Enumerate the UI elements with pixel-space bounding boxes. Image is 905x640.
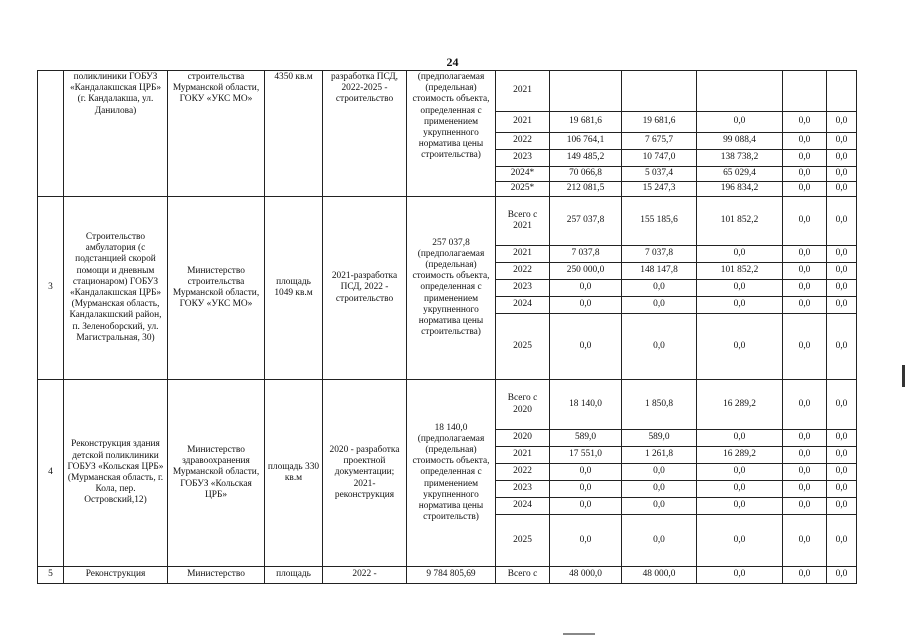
- object-name: Реконструкция: [64, 567, 168, 584]
- value-cell: 0,0: [827, 133, 857, 150]
- value-cell: 0,0: [622, 481, 697, 498]
- value-cell: [697, 71, 783, 112]
- value-cell: 0,0: [622, 464, 697, 481]
- value-cell: [622, 71, 697, 112]
- row-number: 3: [38, 197, 64, 380]
- value-cell: 65 029,4: [697, 167, 783, 182]
- capacity: 4350 кв.м: [265, 71, 323, 197]
- investment-table: [37, 70, 857, 584]
- row-number: 5: [38, 567, 64, 584]
- customer: Министерство здравоохранения Мурманской области, ГОБУЗ «Кольская ЦРБ»: [168, 380, 265, 567]
- table-row: [38, 71, 857, 112]
- value-cell: 7 675,7: [622, 133, 697, 150]
- value-cell: 0,0: [783, 498, 827, 515]
- total-cell: 0,0: [550, 498, 622, 515]
- year-cell: 2022: [496, 464, 550, 481]
- value-cell: 0,0: [827, 430, 857, 447]
- total-cell: 0,0: [550, 481, 622, 498]
- value-cell: 589,0: [622, 430, 697, 447]
- value-cell: 0,0: [783, 515, 827, 567]
- year-cell: Всего с 2021: [496, 197, 550, 246]
- value-cell: 0,0: [697, 280, 783, 297]
- year-cell: Всего с: [496, 567, 550, 584]
- value-cell: 0,0: [827, 197, 857, 246]
- year-cell: 2020: [496, 430, 550, 447]
- total-cell: 0,0: [550, 314, 622, 380]
- value-cell: 16 289,2: [697, 380, 783, 430]
- year-cell: 2021: [496, 447, 550, 464]
- value-cell: 0,0: [827, 167, 857, 182]
- value-cell: 0,0: [827, 297, 857, 314]
- year-cell: 2021: [496, 71, 550, 112]
- year-cell: Всего с 2020: [496, 380, 550, 430]
- value-cell: 138 738,2: [697, 150, 783, 167]
- value-cell: 155 185,6: [622, 197, 697, 246]
- value-cell: 0,0: [783, 263, 827, 280]
- object-name: Строительство амбулатория (с подстанцией скорой помощи и дневным стационаром) ГОБУЗ «Кандалакшская ЦРБ» (Мурманская область, Кандалакшский район, п. Зеленоборский, ул. Магистральная, 30): [64, 197, 168, 380]
- value-cell: 99 088,4: [697, 133, 783, 150]
- estimated-cost: (предполагаемая (предельная) стоимость объекта, определенная с применением укрупненного норматива цены строительства): [407, 71, 496, 197]
- value-cell: 0,0: [827, 314, 857, 380]
- year-cell: 2024: [496, 498, 550, 515]
- value-cell: 0,0: [827, 280, 857, 297]
- year-cell: 2023: [496, 150, 550, 167]
- customer: Министерство строительства Мурманской области, ГОКУ «УКС МО»: [168, 197, 265, 380]
- value-cell: 0,0: [827, 447, 857, 464]
- total-cell: 257 037,8: [550, 197, 622, 246]
- value-cell: 19 681,6: [622, 112, 697, 133]
- table-row: [38, 380, 857, 430]
- estimated-cost: 257 037,8 (предполагаемая (предельная) стоимость объекта, определенная с применением укрупненного норматива цены строительства): [407, 197, 496, 380]
- value-cell: 0,0: [697, 430, 783, 447]
- total-cell: 250 000,0: [550, 263, 622, 280]
- year-cell: 2022: [496, 263, 550, 280]
- value-cell: 0,0: [827, 150, 857, 167]
- value-cell: 0,0: [783, 481, 827, 498]
- capacity: площадь 330 кв.м: [265, 380, 323, 567]
- total-cell: 589,0: [550, 430, 622, 447]
- object-name: поликлиники ГОБУЗ «Кандалакшская ЦРБ» (г. Кандалакша, ул. Данилова): [64, 71, 168, 197]
- value-cell: 0,0: [783, 447, 827, 464]
- value-cell: 0,0: [783, 430, 827, 447]
- value-cell: 0,0: [783, 567, 827, 584]
- total-cell: 48 000,0: [550, 567, 622, 584]
- value-cell: 0,0: [622, 314, 697, 380]
- value-cell: 7 037,8: [622, 246, 697, 263]
- total-cell: [550, 71, 622, 112]
- table-row: [38, 197, 857, 246]
- value-cell: 16 289,2: [697, 447, 783, 464]
- total-cell: 70 066,8: [550, 167, 622, 182]
- total-cell: 0,0: [550, 297, 622, 314]
- value-cell: 0,0: [783, 197, 827, 246]
- stages: 2022 -: [323, 567, 407, 584]
- total-cell: 0,0: [550, 464, 622, 481]
- value-cell: 196 834,2: [697, 182, 783, 197]
- value-cell: 0,0: [827, 246, 857, 263]
- value-cell: 0,0: [783, 280, 827, 297]
- value-cell: 0,0: [783, 167, 827, 182]
- value-cell: 0,0: [622, 297, 697, 314]
- value-cell: 0,0: [697, 567, 783, 584]
- value-cell: 0,0: [622, 280, 697, 297]
- value-cell: 0,0: [827, 481, 857, 498]
- value-cell: 0,0: [622, 515, 697, 567]
- total-cell: 18 140,0: [550, 380, 622, 430]
- value-cell: 0,0: [783, 314, 827, 380]
- page-number: 24: [446, 55, 459, 69]
- value-cell: 101 852,2: [697, 197, 783, 246]
- year-cell: 2025: [496, 515, 550, 567]
- value-cell: 0,0: [827, 112, 857, 133]
- total-cell: 212 081,5: [550, 182, 622, 197]
- customer: Министерство: [168, 567, 265, 584]
- value-cell: [827, 71, 857, 112]
- value-cell: 1 261,8: [622, 447, 697, 464]
- value-cell: 0,0: [622, 498, 697, 515]
- value-cell: 0,0: [783, 133, 827, 150]
- value-cell: 0,0: [783, 297, 827, 314]
- object-name: Реконструкция здания детской поликлиники ГОБУЗ «Кольская ЦРБ» (Мурманская область, г. Кола, пер. Островский,12): [64, 380, 168, 567]
- value-cell: 0,0: [783, 182, 827, 197]
- table-row: [38, 567, 857, 584]
- value-cell: 0,0: [827, 515, 857, 567]
- estimated-cost: 18 140,0 (предполагаемая (предельная) стоимость объекта, определенная с применением укрупненного норматива цены строительств): [407, 380, 496, 567]
- value-cell: 0,0: [783, 112, 827, 133]
- total-cell: 106 764,1: [550, 133, 622, 150]
- value-cell: 148 147,8: [622, 263, 697, 280]
- stages: 2020 - разработка проектной документации; 2021- реконструкция: [323, 380, 407, 567]
- total-cell: 0,0: [550, 515, 622, 567]
- year-cell: 2024: [496, 297, 550, 314]
- value-cell: 1 850,8: [622, 380, 697, 430]
- year-cell: 2025: [496, 314, 550, 380]
- value-cell: 0,0: [697, 481, 783, 498]
- value-cell: 0,0: [783, 464, 827, 481]
- year-cell: 2023: [496, 481, 550, 498]
- value-cell: 0,0: [827, 263, 857, 280]
- value-cell: 0,0: [827, 182, 857, 197]
- value-cell: 0,0: [783, 246, 827, 263]
- value-cell: 0,0: [697, 498, 783, 515]
- value-cell: 5 037,4: [622, 167, 697, 182]
- total-cell: 149 485,2: [550, 150, 622, 167]
- year-cell: 2021: [496, 246, 550, 263]
- capacity: площадь 1049 кв.м: [265, 197, 323, 380]
- value-cell: 0,0: [827, 567, 857, 584]
- year-cell: 2024*: [496, 167, 550, 182]
- year-cell: 2025*: [496, 182, 550, 197]
- stages: разработка ПСД, 2022-2025 - строительство: [323, 71, 407, 197]
- total-cell: 7 037,8: [550, 246, 622, 263]
- value-cell: 0,0: [827, 464, 857, 481]
- value-cell: 10 747,0: [622, 150, 697, 167]
- value-cell: 0,0: [697, 464, 783, 481]
- total-cell: 0,0: [550, 280, 622, 297]
- value-cell: 0,0: [783, 150, 827, 167]
- estimated-cost: 9 784 805,69: [407, 567, 496, 584]
- value-cell: 15 247,3: [622, 182, 697, 197]
- year-cell: 2021: [496, 112, 550, 133]
- value-cell: 0,0: [697, 314, 783, 380]
- customer: строительства Мурманской области, ГОКУ «УКС МО»: [168, 71, 265, 197]
- value-cell: 0,0: [827, 498, 857, 515]
- year-cell: 2022: [496, 133, 550, 150]
- total-cell: 17 551,0: [550, 447, 622, 464]
- row-number: 4: [38, 380, 64, 567]
- value-cell: 0,0: [697, 297, 783, 314]
- capacity: площадь: [265, 567, 323, 584]
- total-cell: 19 681,6: [550, 112, 622, 133]
- value-cell: 0,0: [697, 112, 783, 133]
- stages: 2021-разработка ПСД, 2022 - строительство: [323, 197, 407, 380]
- value-cell: 0,0: [783, 380, 827, 430]
- value-cell: 101 852,2: [697, 263, 783, 280]
- scan-bottom-mark: [563, 633, 595, 635]
- year-cell: 2023: [496, 280, 550, 297]
- value-cell: 0,0: [697, 515, 783, 567]
- value-cell: 0,0: [697, 246, 783, 263]
- value-cell: [783, 71, 827, 112]
- value-cell: 48 000,0: [622, 567, 697, 584]
- value-cell: 0,0: [827, 380, 857, 430]
